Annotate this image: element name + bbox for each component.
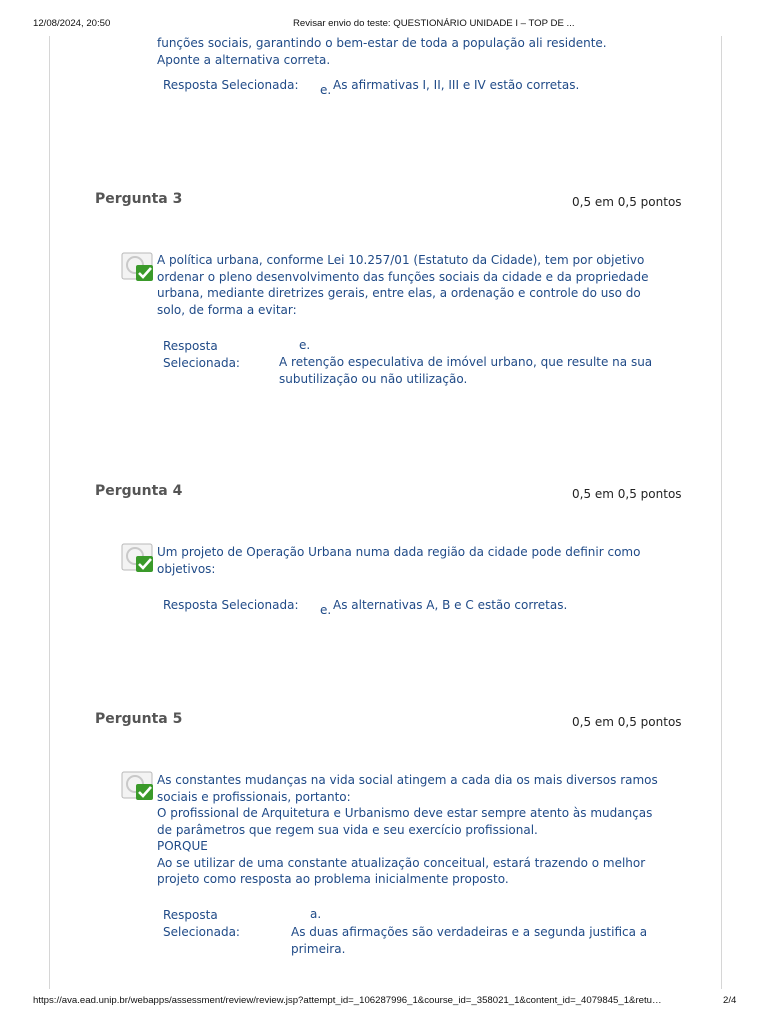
answer-line: A retenção especulativa de imóvel urbano, que resulte na sua: [279, 355, 653, 369]
answer-line: subutilização ou não utilização.: [279, 371, 468, 386]
print-page-number: 2/4: [723, 995, 737, 1006]
question-title: Pergunta 4: [95, 483, 183, 499]
answer-text: As afirmativas I, II, III e IV estão corretas.: [333, 78, 580, 92]
question-text: [157, 252, 647, 318]
question-line: solo, de forma a evitar:: [157, 302, 297, 317]
question-line: urbana, mediante diretrizes gerais, entre elas, a ordenação e controle do uso do: [157, 286, 641, 300]
question-line: O profissional de Arquitetura e Urbanismo deve estar sempre atento às mudanças: [157, 806, 653, 820]
print-footer: [0, 995, 768, 1009]
question-text: [157, 772, 658, 888]
answer-label: [163, 338, 240, 371]
answer-label: [163, 907, 240, 940]
question-title: Pergunta 5: [95, 711, 183, 727]
answer-line: primeira.: [291, 941, 346, 956]
question-line: projeto como resposta ao problema inicialmente proposto.: [157, 872, 509, 886]
answer-label: Resposta Selecionada:: [163, 598, 299, 612]
question-line: A política urbana, conforme Lei 10.257/01 (Estatuto da Cidade), tem por objetivo: [157, 253, 645, 267]
question-line: Ao se utilizar de uma constante atualização conceitual, estará trazendo o melhor: [157, 855, 646, 870]
question-line: Um projeto de Operação Urbana numa dada região da cidade pode definir como: [157, 545, 641, 559]
print-url: https://ava.ead.unip.br/webapps/assessment/review/review.jsp?attempt_id=_106287996_1&course_id=_358021_1&content_id=_4079845_1&retu…: [33, 995, 662, 1006]
answer-text: [291, 924, 647, 957]
question-line: funções sociais, garantindo o bem-estar de toda a população ali residente.: [157, 36, 607, 50]
question-line: objetivos:: [157, 561, 216, 576]
question-points: 0,5 em 0,5 pontos: [572, 487, 682, 501]
question-line: Aponte a alternativa correta.: [157, 52, 331, 67]
answer-label-line: Resposta: [163, 908, 218, 922]
answer-line: As duas afirmações são verdadeiras e a segunda justifica a: [291, 925, 648, 939]
question-line: PORQUE: [157, 839, 208, 853]
correct-answer-icon: [121, 252, 155, 282]
answer-letter: e.: [299, 338, 311, 352]
answer-letter: e.: [320, 603, 332, 617]
answer-text: As alternativas A, B e C estão corretas.: [333, 598, 568, 612]
answer-label-line: Resposta: [163, 339, 218, 353]
question-line: As constantes mudanças na vida social atingem a cada dia os mais diversos ramos: [157, 773, 658, 787]
answer-label-line: Selecionada:: [163, 924, 240, 939]
question-line: de parâmetros que regem sua vida e seu exercício profissional.: [157, 822, 538, 837]
answer-letter: a.: [310, 907, 322, 921]
correct-answer-icon: [121, 771, 155, 801]
answer-letter: e.: [320, 83, 332, 97]
print-date: 12/08/2024, 20:50: [33, 18, 111, 29]
prev-question-text: [157, 35, 647, 68]
answer-label-line: Selecionada:: [163, 355, 240, 370]
question-text: [157, 544, 647, 577]
question-title: Pergunta 3: [95, 191, 183, 207]
print-header: [0, 18, 768, 32]
correct-answer-icon: [121, 543, 155, 573]
print-page-title: Revisar envio do teste: QUESTIONÁRIO UNIDADE I – TOP DE ...: [293, 18, 575, 29]
question-points: 0,5 em 0,5 pontos: [572, 715, 682, 729]
question-points: 0,5 em 0,5 pontos: [572, 195, 682, 209]
question-line: ordenar o pleno desenvolvimento das funções sociais da cidade e da propriedade: [157, 269, 649, 284]
question-line: sociais e profissionais, portanto:: [157, 789, 351, 804]
answer-text: [279, 354, 652, 387]
answer-label: Resposta Selecionada:: [163, 78, 299, 92]
